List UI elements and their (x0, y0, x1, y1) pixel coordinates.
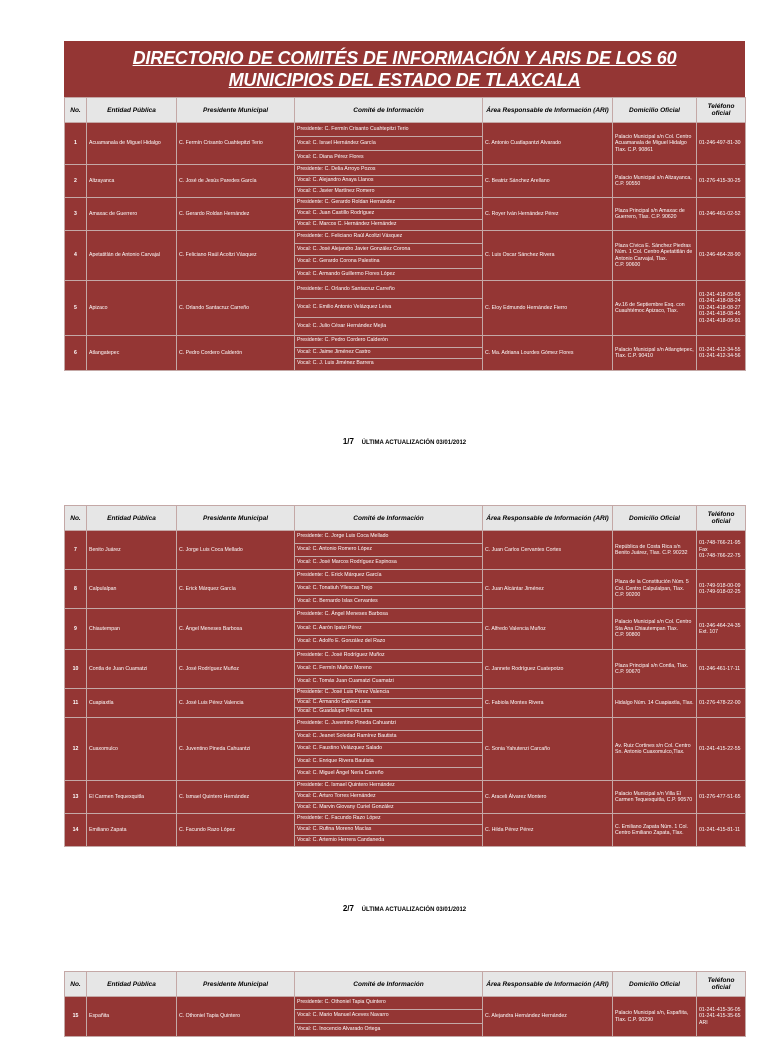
comite-member: Vocal: C. J. Luis Jiménez Barrera (297, 360, 374, 367)
telefono-line: 01-241-418-08-24 (699, 298, 741, 305)
last-update-text: ÚLTIMA ACTUALIZACIÓN 03/01/2012 (361, 440, 467, 446)
directory-table-page-1 (64, 97, 745, 371)
presidente-cell: C. Feliciano Raúl Acoltzi Vásquez (177, 231, 295, 281)
table-row (65, 814, 746, 847)
ari-cell: C. Araceli Álvarez Montero (483, 781, 613, 814)
domicilio-cell (613, 814, 697, 847)
comite-cell (295, 570, 483, 609)
comite-member: Vocal: C. José Marcos Rodríguez Espinosa (297, 559, 397, 565)
directory-table-page-3 (64, 971, 745, 1037)
row-number: 11 (65, 689, 87, 718)
telefono-cell (697, 531, 746, 570)
domicilio-line: C.P. 90200 (615, 592, 641, 599)
comite-member: Vocal: C. Diana Pérez Flores (297, 154, 364, 160)
table-row (65, 336, 746, 371)
row-number: 2 (65, 165, 87, 198)
domicilio-line: Núm. 1 Col. Centro Apetatitlán de (615, 249, 693, 256)
telefono-cell (697, 997, 746, 1037)
telefono-cell (697, 165, 746, 198)
comite-cell (295, 231, 483, 281)
column-header-presidente: Presidente Municipal (177, 506, 295, 531)
comite-member: Vocal: C. Israel Hernández García (295, 137, 482, 151)
comite-cell (295, 689, 483, 718)
domicilio-line: Guerrero, Tlax. C.P. 90620 (615, 214, 677, 220)
column-header-no: No. (65, 972, 87, 997)
comite-member: Presidente: C. Pedro Cordero Calderón (295, 336, 482, 348)
column-header-telefono: Teléfono oficial (697, 972, 746, 997)
column-header-ari: Área Responsable de Información (ARI) (483, 506, 613, 531)
row-number: 15 (65, 997, 87, 1037)
domicilio-line: Palacio Municipal s/n Atlangtepec, (615, 346, 694, 353)
domicilio-cell (613, 531, 697, 570)
comite-member: Vocal: C. Jeanet Soledad Ramírez Bautista (295, 731, 482, 744)
ari-cell: C. Beatriz Sánchez Arellano (483, 165, 613, 198)
domicilio-line: República de Costa Rica s/n (615, 543, 681, 550)
comite-member: Vocal: C. Arturo Torres Hernández (295, 792, 482, 803)
domicilio-line: Palacio Municipal s/n, Españita, (615, 1010, 689, 1017)
page-number: 1/7 (342, 437, 354, 446)
telefono-line: 01-276-478-22-00 (699, 699, 741, 706)
domicilio-line: Palacio Municipal s/n Col. Centro (615, 619, 692, 626)
column-header-ari: Área Responsable de Información (ARI) (483, 972, 613, 997)
comite-member: Vocal: C. Antonio Romero López (295, 544, 482, 557)
entidad-cell: Apizaco (87, 281, 177, 336)
comite-member: Vocal: C. Marcos C. Hernández Hernández (297, 221, 397, 227)
presidente-cell: C. Juventino Pineda Cahuantzi (177, 718, 295, 781)
domicilio-line: Av.16 de Septiembre Esq. con (615, 301, 685, 308)
presidente-cell: C. Gerardo Roldan Hernández (177, 198, 295, 231)
column-header-ari: Área Responsable de Información (ARI) (483, 98, 613, 123)
comite-member: Vocal: C. Emilio Antonio Velázquez Leiva (295, 299, 482, 317)
comite-member: Presidente: C. Ismael Quintero Hernández (295, 781, 482, 792)
document-title (64, 41, 745, 98)
column-header-domicilio: Domicilio Oficial (613, 972, 697, 997)
ari-cell: C. Alejandra Hernández Hernández (483, 997, 613, 1037)
row-number: 8 (65, 570, 87, 609)
comite-member: Presidente: C. Fermín Crisanto Cuahtepitzi Terio (295, 123, 482, 137)
telefono-cell (697, 650, 746, 689)
telefono-cell (697, 198, 746, 231)
table-row (65, 165, 746, 198)
column-header-no: No. (65, 98, 87, 123)
domicilio-line: Benito Juárez, Tlax. C.P. 90232 (615, 550, 688, 556)
domicilio-line: Sta Ana Chiautempan Tlax. (615, 625, 679, 632)
comite-cell (295, 336, 483, 371)
page-number: 2/7 (342, 904, 354, 913)
telefono-line: 01-246-464-24-35 (699, 622, 741, 629)
comite-member: Vocal: C. Guadalupe Pérez Lima (297, 708, 373, 715)
telefono-line: Ext. 107 (699, 629, 719, 635)
telefono-line: 01-749-918-00-09 (699, 582, 741, 589)
entidad-cell: Apetatitlán de Antonio Carvajal (87, 231, 177, 281)
comite-member: Vocal: C. Mario Manuel Aceves Navarro (295, 1010, 482, 1023)
table-row (65, 570, 746, 609)
comite-cell (295, 165, 483, 198)
domicilio-cell (613, 165, 697, 198)
ari-cell: C. Royer Iván Hernández Pérez (483, 198, 613, 231)
domicilio-cell (613, 650, 697, 689)
telefono-line: 01-246-461-17-11 (699, 665, 741, 672)
comite-member: Presidente: C. Othoniel Tapia Quintero (295, 997, 482, 1010)
comite-member: Vocal: C. Adolfo E. González del Razo (297, 638, 386, 645)
telefono-cell (697, 123, 746, 165)
telefono-cell (697, 781, 746, 814)
domicilio-cell (613, 336, 697, 371)
row-number: 3 (65, 198, 87, 231)
presidente-cell: C. José Luis Pérez Valencia (177, 689, 295, 718)
table-row (65, 650, 746, 689)
telefono-line: 01-748-766-22-75 (699, 553, 741, 560)
telefono-cell (697, 570, 746, 609)
row-number: 12 (65, 718, 87, 781)
domicilio-line: Plaza Cívica E. Sánchez Piedras (615, 242, 691, 249)
table-row (65, 781, 746, 814)
comite-member: Vocal: C. Julio César Hernández Mejía (297, 322, 387, 329)
telefono-line: 01-241-418-08-27 (699, 304, 741, 311)
domicilio-line: C.P. 90670 (615, 669, 641, 676)
header-row (65, 972, 746, 997)
entidad-cell: Chiautempan (87, 609, 177, 650)
comite-member: Vocal: C. Tonatiuh Yllescas Trejo (295, 583, 482, 596)
entidad-cell: Altzayanca (87, 165, 177, 198)
comite-member: Vocal: C. Inocencio Alvarado Ortega (297, 1025, 381, 1032)
comite-member: Presidente: C. Gerardo Roldan Hernández (295, 198, 482, 209)
telefono-line: 01-246-461-02-52 (699, 210, 741, 217)
telefono-cell (697, 336, 746, 371)
domicilio-cell (613, 570, 697, 609)
ari-cell: C. Luis Oscar Sánchez Rivera (483, 231, 613, 281)
comite-member: Vocal: C. Bernardo Islas Cervantes (297, 598, 378, 604)
table-row (65, 531, 746, 570)
ari-cell: C. Fabiola Montes Rivera (483, 689, 613, 718)
telefono-line: 01-246-464-28-90 (699, 252, 741, 259)
column-header-no: No. (65, 506, 87, 531)
domicilio-cell (613, 689, 697, 718)
domicilio-line: Plaza Principal s/n Contla, Tlax. (615, 662, 689, 669)
comite-cell (295, 997, 483, 1037)
column-header-entidad: Entidad Pública (87, 506, 177, 531)
telefono-line: Fax (699, 546, 708, 553)
telefono-cell (697, 718, 746, 781)
domicilio-line: Plaza Principal s/n Amaxac de (615, 207, 685, 214)
comite-member: Vocal: C. Javier Martínez Romero (297, 188, 375, 194)
ari-cell: C. Jannete Rodríguez Cuatepotzo (483, 650, 613, 689)
telefono-line: ARI (699, 1019, 708, 1026)
domicilio-cell (613, 281, 697, 336)
comite-member: Vocal: C. Miguel Ángel Nería Carreño (297, 770, 384, 777)
presidente-cell: C. Pedro Cordero Calderón (177, 336, 295, 371)
comite-member: Vocal: C. Jaime Jiménez Castro (295, 348, 482, 360)
domicilio-cell (613, 781, 697, 814)
comite-member: Presidente: C. Feliciano Raúl Acoltzi Vásquez (295, 231, 482, 244)
page-footer-2 (64, 904, 745, 913)
comite-member: Vocal: C. Enrique Rivera Bautista (295, 756, 482, 769)
domicilio-cell (613, 718, 697, 781)
entidad-cell: Atlangatepec (87, 336, 177, 371)
telefono-line: 01-241-418-09-65 (699, 291, 741, 298)
column-header-comite: Comité de Información (295, 98, 483, 123)
comite-member: Vocal: C. Artemio Herrera Candaneda (297, 837, 385, 844)
presidente-cell: C. Orlando Santacruz Carreño (177, 281, 295, 336)
comite-member: Presidente: C. Delia Arroyo Pozos (295, 165, 482, 176)
comite-cell (295, 814, 483, 847)
comite-member: Vocal: C. Tomás Juan Cuamatzi Cuamatzi (297, 678, 394, 685)
row-number: 5 (65, 281, 87, 336)
directory-table (64, 505, 746, 847)
entidad-cell: El Carmen Tequexquitla (87, 781, 177, 814)
ari-cell: C. Eloy Edmundo Hernández Fierro (483, 281, 613, 336)
row-number: 9 (65, 609, 87, 650)
domicilio-line: Tlax. C.P. 90410 (615, 353, 653, 359)
column-header-presidente: Presidente Municipal (177, 98, 295, 123)
presidente-cell: C. Ismael Quintero Hernández (177, 781, 295, 814)
domicilio-line: Palacio Municipal s/n Villa El (615, 790, 681, 797)
telefono-line: 01-246-497-81-30 (699, 140, 741, 147)
page-footer-1 (64, 437, 745, 446)
domicilio-line: Cuauhtémoc Apizaco, Tlax. (615, 308, 679, 314)
comite-cell (295, 650, 483, 689)
row-number: 13 (65, 781, 87, 814)
comite-member: Presidente: C. Ángel Meneses Barbosa (295, 609, 482, 623)
comite-member: Presidente: C. José Luis Pérez Valencia (295, 689, 482, 699)
table-row (65, 718, 746, 781)
row-number: 6 (65, 336, 87, 371)
table-row (65, 123, 746, 165)
comite-member: Presidente: C. José Rodríguez Muñoz (295, 650, 482, 663)
domicilio-line: C.P. 90800 (615, 632, 641, 639)
entidad-cell: Emiliano Zapata (87, 814, 177, 847)
presidente-cell: C. José de Jesús Paredes García (177, 165, 295, 198)
entidad-cell: Contla de Juan Cuamatzi (87, 650, 177, 689)
presidente-cell: C. Othoniel Tapia Quintero (177, 997, 295, 1037)
domicilio-cell (613, 123, 697, 165)
entidad-cell: Calpulalpan (87, 570, 177, 609)
column-header-entidad: Entidad Pública (87, 98, 177, 123)
comite-member: Vocal: C. Armando Galvez Luna (295, 699, 482, 709)
domicilio-line: C.P. 90550 (615, 181, 641, 187)
comite-member: Vocal: C. Gerardo Corona Palestina (295, 256, 482, 269)
comite-cell (295, 281, 483, 336)
entidad-cell: Cuapiaxtla (87, 689, 177, 718)
domicilio-line: Antonio Carvajal, Tlax. (615, 255, 668, 262)
column-header-telefono: Teléfono oficial (697, 98, 746, 123)
table-row (65, 609, 746, 650)
domicilio-line: Tlax. C.P. 90861 (615, 146, 653, 153)
telefono-line: 01-241-415-35-65 (699, 1013, 741, 1020)
comite-cell (295, 198, 483, 231)
presidente-cell: C. Fermín Crisanto Cuahtepitzi Terio (177, 123, 295, 165)
ari-cell: C. Juan Carlos Cervantes Cortes (483, 531, 613, 570)
last-update-text: ÚLTIMA ACTUALIZACIÓN 03/01/2012 (361, 907, 467, 913)
domicilio-line: Palacio Municipal s/n Col. Centro (615, 133, 692, 140)
ari-cell: C. Juan Alcántar Jiménez (483, 570, 613, 609)
presidente-cell: C. Erick Márquez García (177, 570, 295, 609)
domicilio-line: Carmen Tequexquitla, C.P. 90570 (615, 797, 693, 804)
table-row (65, 689, 746, 718)
telefono-line: 01-241-415-22-55 (699, 745, 741, 752)
comite-member: Vocal: C. José Alejandro Javier González Corona (295, 244, 482, 257)
presidente-cell: C. Facundo Razo López (177, 814, 295, 847)
comite-member: Presidente: C. Erick Márquez García (295, 570, 482, 583)
telefono-cell (697, 609, 746, 650)
column-header-telefono: Teléfono oficial (697, 506, 746, 531)
header-row (65, 506, 746, 531)
title-line-2: MUNICIPIOS DEL ESTADO DE TLAXCALA (228, 70, 581, 90)
comite-cell (295, 123, 483, 165)
entidad-cell: Cuaxomulco (87, 718, 177, 781)
domicilio-cell (613, 997, 697, 1037)
telefono-line: 01-241-412-34-56 (699, 353, 741, 359)
comite-member: Vocal: C. Rufina Moreno Macías (295, 825, 482, 836)
ari-cell: C. Ma. Adriana Lourdes Gómez Flores (483, 336, 613, 371)
ari-cell: C. Sonia Yahutenzi Carcaño (483, 718, 613, 781)
column-header-comite: Comité de Información (295, 506, 483, 531)
domicilio-line: C. Emiliano Zapata Núm. 1 Col. (615, 823, 688, 830)
domicilio-line: Col. Centro Calpulalpan, Tlax. (615, 585, 685, 592)
table-row (65, 281, 746, 336)
table-row (65, 997, 746, 1037)
table-row (65, 231, 746, 281)
presidente-cell: C. Ángel Meneses Barbosa (177, 609, 295, 650)
entidad-cell: Benito Juárez (87, 531, 177, 570)
directory-table (64, 97, 746, 371)
domicilio-line: Av. Ruiz Cortines s/n Col. Centro (615, 742, 691, 749)
domicilio-line: Sn. Antonio Cuaxomulco,Tlax. (615, 749, 685, 756)
directory-table (64, 971, 746, 1037)
column-header-entidad: Entidad Pública (87, 972, 177, 997)
presidente-cell: C. Jorge Luis Coca Mellado (177, 531, 295, 570)
telefono-line: 01-241-418-09-91 (699, 317, 741, 324)
comite-cell (295, 531, 483, 570)
comite-member: Vocal: C. Faustino Velázquez Salado (295, 743, 482, 756)
telefono-line: 01-241-415-36-05 (699, 1006, 741, 1013)
domicilio-line: Acuamanala de Miguel Hidalgo (615, 140, 687, 147)
domicilio-line: Palacio Municipal s/n Altzayanca, (615, 174, 692, 181)
domicilio-line: Centro Emiliano Zapata, Tlax. (615, 830, 684, 837)
header-row (65, 98, 746, 123)
column-header-domicilio: Domicilio Oficial (613, 506, 697, 531)
column-header-domicilio: Domicilio Oficial (613, 98, 697, 123)
comite-member: Presidente: C. Juventino Pineda Cahuantzi (295, 718, 482, 731)
row-number: 10 (65, 650, 87, 689)
table-row (65, 198, 746, 231)
entidad-cell: Españita (87, 997, 177, 1037)
telefono-cell (697, 689, 746, 718)
telefono-line: 01-276-415-30-25 (699, 177, 741, 184)
telefono-line: 01-241-412-34-55 (699, 346, 741, 353)
presidente-cell: C. José Rodríguez Muñoz (177, 650, 295, 689)
telefono-line: 01-749-918-02-25 (699, 589, 741, 595)
comite-member: Vocal: C. Marvin Giovany Curiel González (297, 804, 394, 811)
domicilio-line: Plaza de la Constitución Núm. 5 (615, 579, 689, 586)
domicilio-cell (613, 231, 697, 281)
telefono-cell (697, 231, 746, 281)
telefono-line: 01-241-415-81-11 (699, 826, 741, 833)
ari-cell: C. Antonio Cuatlapantzi Alvarado (483, 123, 613, 165)
domicilio-line: Tlax. C.P. 90290 (615, 1016, 653, 1023)
telefono-line: 01-276-477-51-65 (699, 793, 741, 800)
domicilio-cell (613, 198, 697, 231)
domicilio-cell (613, 609, 697, 650)
domicilio-line: Hidalgo Núm. 14 Cuapiaxtla, Tlax. (615, 699, 694, 706)
telefono-line: 01-241-418-08-45 (699, 311, 741, 318)
comite-member: Presidente: C. Jorge Luis Coca Mellado (295, 531, 482, 544)
entidad-cell: Acuamanala de Miguel Hidalgo (87, 123, 177, 165)
column-header-presidente: Presidente Municipal (177, 972, 295, 997)
comite-cell (295, 718, 483, 781)
comite-member: Vocal: C. Juan Castillo Rodríguez (295, 209, 482, 220)
entidad-cell: Amaxac de Guerrero (87, 198, 177, 231)
telefono-cell (697, 814, 746, 847)
row-number: 4 (65, 231, 87, 281)
domicilio-line: C.P. 90600 (615, 261, 641, 268)
directory-table-page-2 (64, 505, 745, 847)
ari-cell: C. Hilda Pérez Pérez (483, 814, 613, 847)
row-number: 7 (65, 531, 87, 570)
comite-member: Vocal: C. Alejandro Anaya Llanos (295, 176, 482, 187)
comite-member: Vocal: C. Armando Guillermo Flores López (297, 270, 396, 277)
column-header-comite: Comité de Información (295, 972, 483, 997)
telefono-cell (697, 281, 746, 336)
comite-member: Presidente: C. Facundo Razo López (295, 814, 482, 825)
row-number: 14 (65, 814, 87, 847)
row-number: 1 (65, 123, 87, 165)
comite-member: Vocal: C. Aarón Ipatzi Pérez (295, 623, 482, 637)
title-line-1: DIRECTORIO DE COMITÉS DE INFORMACIÓN Y ARIS DE LOS 60 (132, 48, 677, 68)
comite-cell (295, 609, 483, 650)
ari-cell: C. Alfredo Valencia Muñoz (483, 609, 613, 650)
comite-member: Presidente: C. Orlando Santacruz Carreño (295, 281, 482, 299)
comite-member: Vocal: C. Fermín Muñoz Moreno (295, 663, 482, 676)
comite-cell (295, 781, 483, 814)
telefono-line: 01-748-766-21-95 (699, 540, 741, 547)
